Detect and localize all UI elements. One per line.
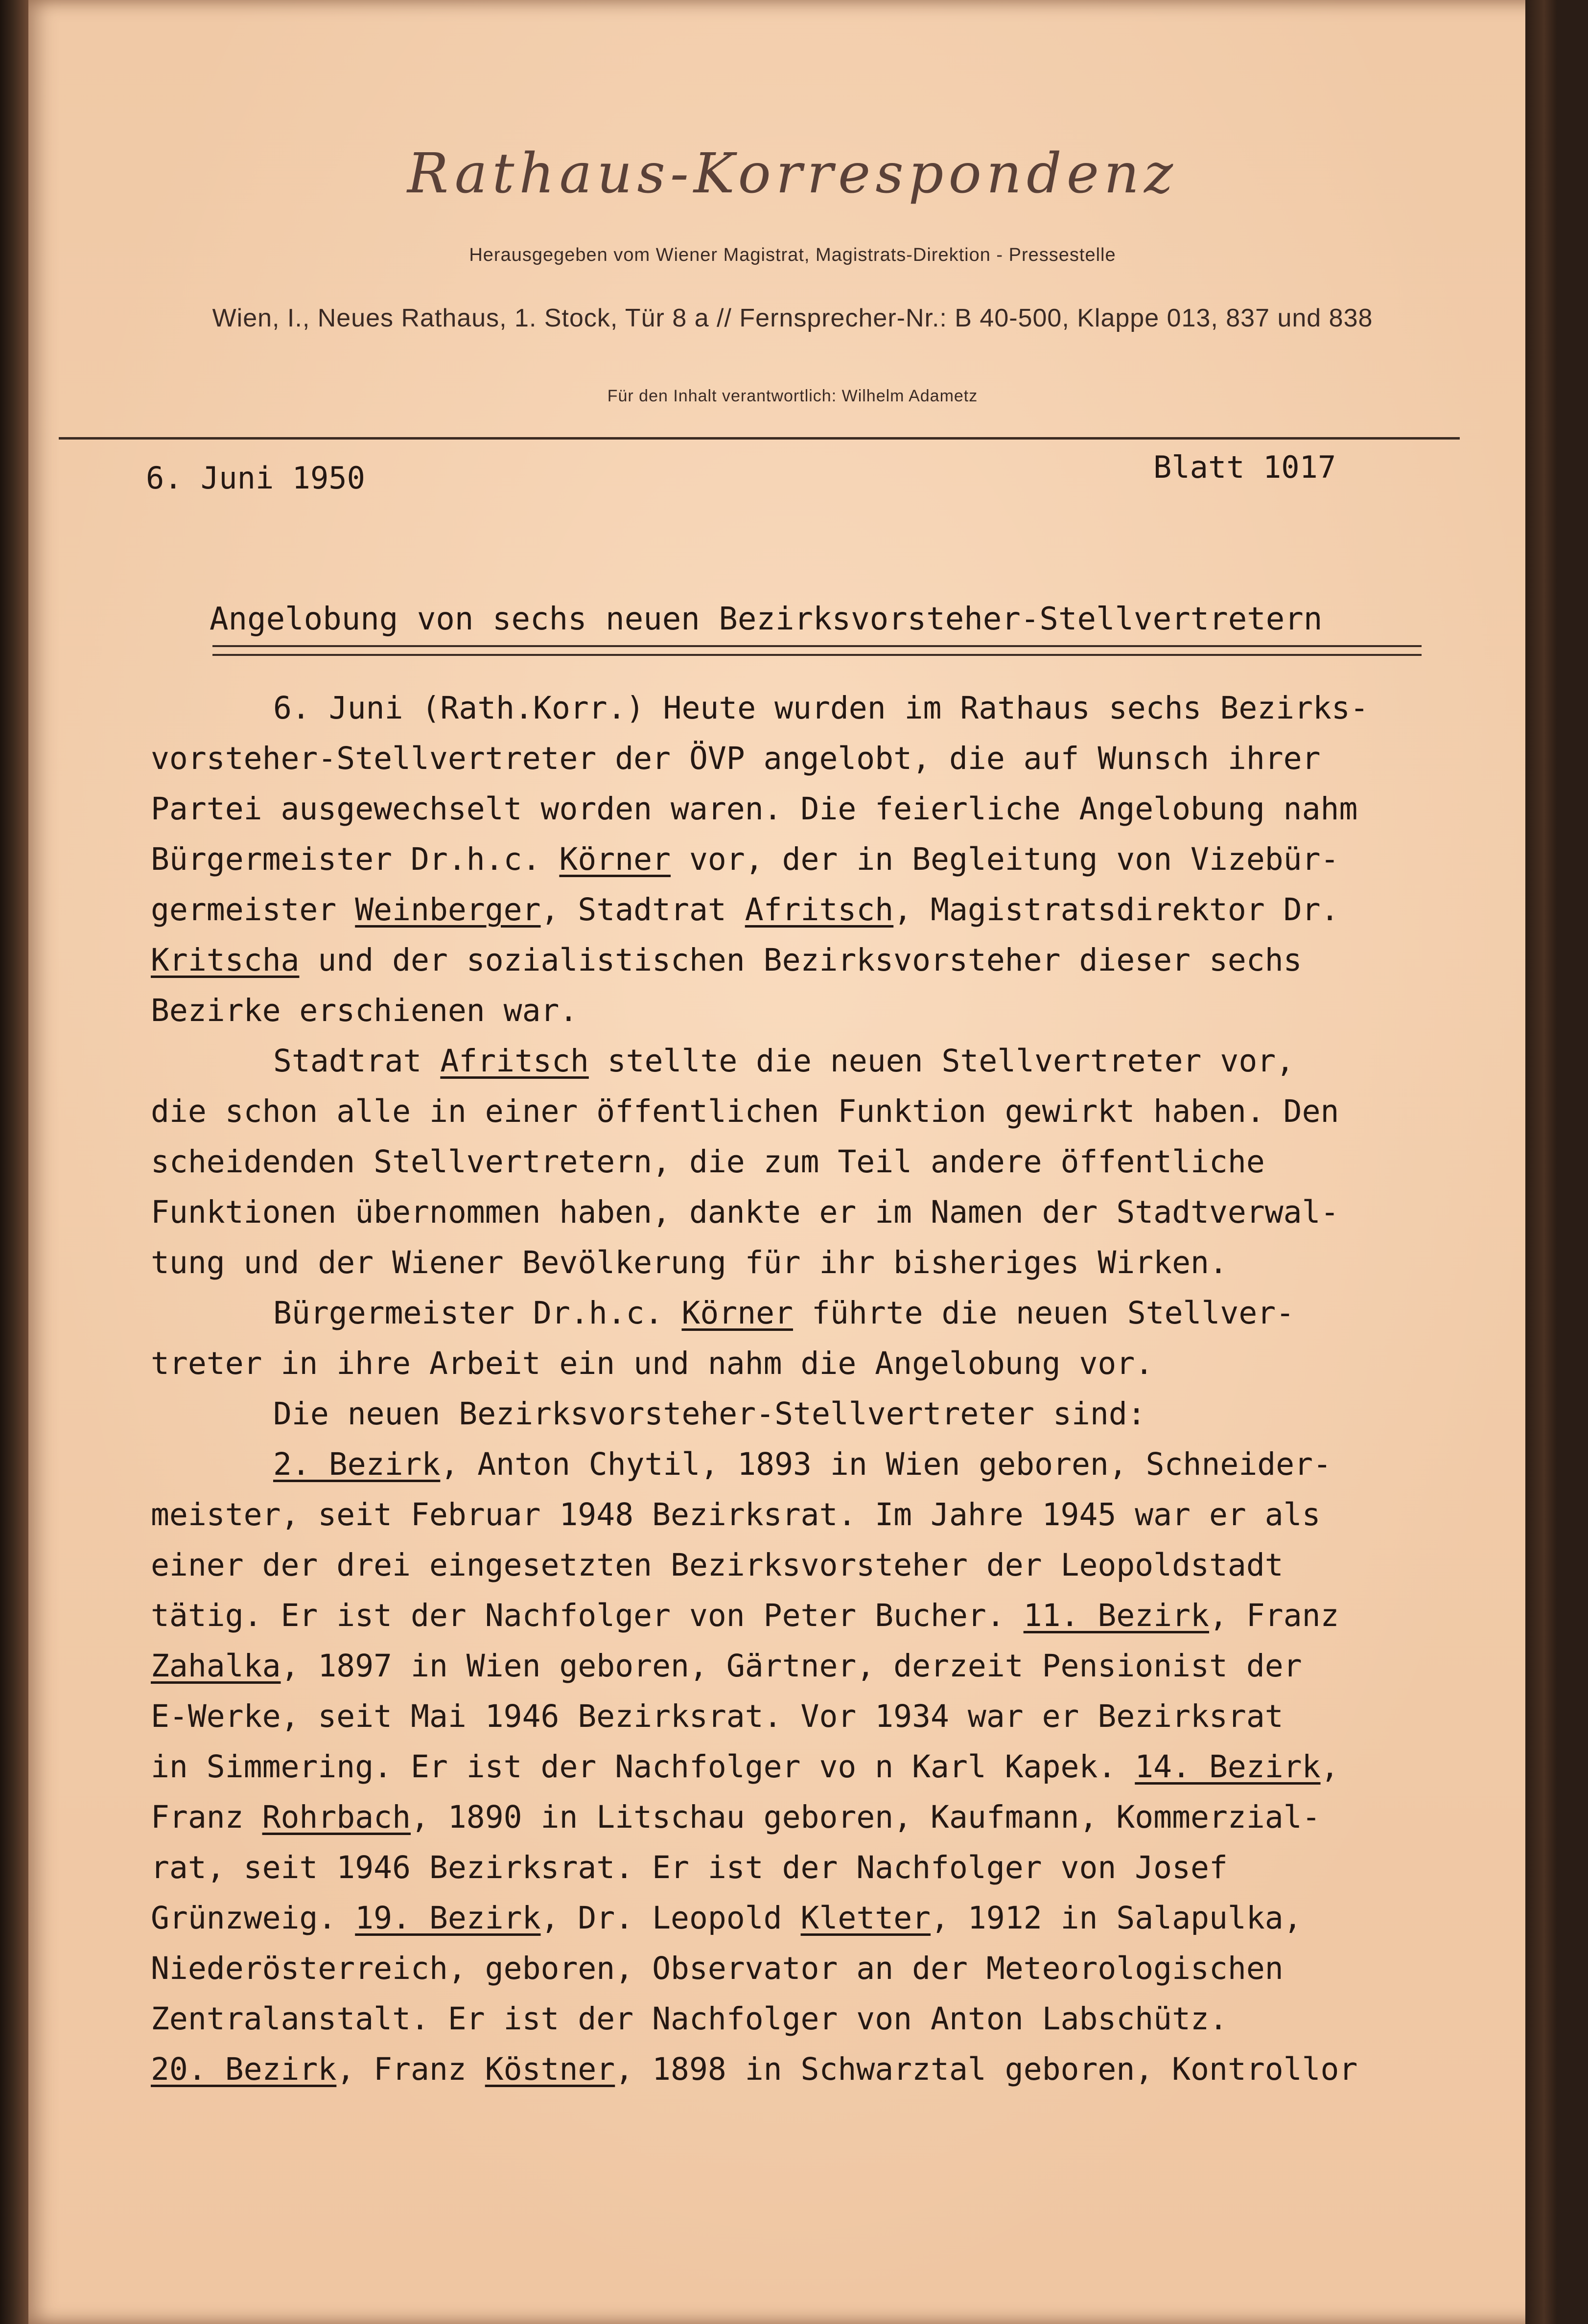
- article-line: [151, 1288, 1502, 1338]
- line-text: germeister: [151, 892, 355, 928]
- article-line: [151, 1943, 1502, 1994]
- line-text: Partei ausgewechselt worden waren. Die feierliche Angelobung nahm: [151, 791, 1358, 827]
- line-text: vor, der in Begleitung von Vizebür-: [671, 841, 1339, 877]
- line-text: , Anton Chytil, 1893 in Wien geboren, Schneider-: [440, 1446, 1331, 1482]
- article-line: [151, 733, 1502, 784]
- line-text: Grünzweig.: [151, 1900, 355, 1936]
- line-text: die schon alle in einer öffentlichen Funktion gewirkt haben. Den: [151, 1093, 1339, 1129]
- article-line: [151, 1237, 1502, 1288]
- line-text: meister, seit Februar 1948 Bezirksrat. Im Jahre 1945 war er als: [151, 1497, 1321, 1533]
- underlined-name: 2. Bezirk: [273, 1446, 441, 1482]
- line-text: E-Werke, seit Mai 1946 Bezirksrat. Vor 1934 war er Bezirksrat: [151, 1698, 1284, 1734]
- article-line: [151, 1590, 1502, 1641]
- line-text: Franz: [151, 1799, 262, 1835]
- line-text: in Simmering. Er ist der Nachfolger vo n Karl Kapek.: [151, 1749, 1135, 1785]
- article-line: [151, 1842, 1502, 1893]
- article-line: [151, 1489, 1502, 1540]
- article-line: [151, 1540, 1502, 1590]
- masthead-title: Rathaus-Korrespondenz: [407, 142, 1178, 206]
- line-text: scheidenden Stellvertretern, die zum Teil andere öffentliche: [151, 1144, 1265, 1180]
- article-line: [151, 1036, 1502, 1086]
- line-text: , Franz: [336, 2051, 485, 2087]
- article-line: [151, 1086, 1502, 1137]
- document-page: [28, 0, 1557, 2324]
- line-text: 6. Juni (Rath.Korr.) Heute wurden im Rathaus sechs Bezirks-: [273, 690, 1369, 726]
- line-text: , 1897 in Wien geboren, Gärtner, derzeit Pensionist der: [280, 1648, 1302, 1684]
- underlined-name: Kritscha: [151, 942, 300, 978]
- article-line: [151, 1389, 1502, 1439]
- underlined-name: Kletter: [800, 1900, 931, 1936]
- article-line: [151, 1641, 1502, 1691]
- article-line: [151, 1137, 1502, 1187]
- line-text: vorsteher-Stellvertreter der ÖVP angelobt, die auf Wunsch ihrer: [151, 741, 1321, 776]
- underlined-name: Körner: [681, 1295, 794, 1331]
- underlined-name: Körner: [559, 841, 671, 877]
- underlined-name: Rohrbach: [262, 1799, 411, 1835]
- line-text: Bürgermeister Dr.h.c.: [273, 1295, 682, 1331]
- line-text: Stadtrat: [273, 1043, 441, 1079]
- line-text: tätig. Er ist der Nachfolger von Peter Bucher.: [151, 1598, 1024, 1633]
- line-text: tung und der Wiener Bevölkerung für ihr bisheriges Wirken.: [151, 1245, 1228, 1280]
- line-text: rat, seit 1946 Bezirksrat. Er ist der Nachfolger von Josef: [151, 1850, 1228, 1885]
- header-divider: [59, 437, 1460, 440]
- underlined-name: Köstner: [485, 2051, 615, 2087]
- line-text: , 1890 in Litschau geboren, Kaufmann, Kommerzial-: [411, 1799, 1321, 1835]
- article-line: [151, 683, 1502, 733]
- line-text: ,: [1320, 1749, 1339, 1785]
- line-text: einer der drei eingesetzten Bezirksvorsteher der Leopoldstadt: [151, 1547, 1284, 1583]
- masthead-address: Wien, I., Neues Rathaus, 1. Stock, Tür 8 a // Fernsprecher-Nr.: B 40-500, Klappe 013, 837 und 838: [212, 304, 1373, 332]
- masthead-responsible: Für den Inhalt verantwortlich: Wilhelm Adametz: [607, 387, 978, 405]
- page-edge: [1525, 0, 1557, 2324]
- underlined-name: Afritsch: [440, 1043, 589, 1079]
- masthead-publisher: Herausgegeben vom Wiener Magistrat, Magistrats-Direktion - Pressestelle: [469, 245, 1116, 265]
- article-line: [151, 834, 1502, 884]
- article-line: [151, 1893, 1502, 1943]
- article-line: [151, 2044, 1502, 2094]
- line-text: Bürgermeister Dr.h.c.: [151, 841, 560, 877]
- line-text: , 1912 in Salapulka,: [931, 1900, 1302, 1936]
- line-text: und der sozialistischen Bezirksvorsteher dieser sechs: [299, 942, 1302, 978]
- underlined-name: Afritsch: [745, 892, 894, 928]
- article-line: [151, 985, 1502, 1036]
- article-line: [151, 784, 1502, 834]
- line-text: , Dr. Leopold: [540, 1900, 801, 1936]
- article-line: [151, 1994, 1502, 2044]
- line-text: Zentralanstalt. Er ist der Nachfolger von Anton Labschütz.: [151, 2001, 1228, 2037]
- article-line: [151, 1792, 1502, 1842]
- sheet-number: Blatt 1017: [1153, 449, 1336, 485]
- article-heading: Angelobung von sechs neuen Bezirksvorsteher-Stellvertretern: [210, 601, 1323, 637]
- underlined-name: Weinberger: [355, 892, 541, 928]
- article-line: [151, 1691, 1502, 1742]
- book-binding: [0, 0, 28, 2324]
- article-line: [151, 1742, 1502, 1792]
- line-text: , Magistratsdirektor Dr.: [893, 892, 1339, 928]
- line-text: , 1898 in Schwarztal geboren, Kontrollor: [615, 2051, 1358, 2087]
- article-line: [151, 1439, 1502, 1489]
- line-text: , Stadtrat: [540, 892, 745, 928]
- article-body: [151, 683, 1502, 2094]
- line-text: Die neuen Bezirksvorsteher-Stellvertreter sind:: [273, 1396, 1146, 1432]
- line-text: führte die neuen Stellver-: [793, 1295, 1295, 1331]
- underlined-name: 20. Bezirk: [151, 2051, 337, 2087]
- underlined-name: 11. Bezirk: [1023, 1598, 1209, 1633]
- line-text: , Franz: [1209, 1598, 1339, 1633]
- article-line: [151, 935, 1502, 985]
- issue-date: 6. Juni 1950: [146, 460, 365, 496]
- article-line: [151, 884, 1502, 935]
- line-text: Funktionen übernommen haben, dankte er im Namen der Stadtverwal-: [151, 1194, 1339, 1230]
- article-line: [151, 1338, 1502, 1389]
- underlined-name: 19. Bezirk: [355, 1900, 541, 1936]
- line-text: Bezirke erschienen war.: [151, 993, 578, 1028]
- article-line: [151, 1187, 1502, 1237]
- line-text: treter in ihre Arbeit ein und nahm die Angelobung vor.: [151, 1346, 1154, 1381]
- underlined-name: 14. Bezirk: [1135, 1749, 1321, 1785]
- heading-double-underline: [212, 645, 1422, 656]
- line-text: stellte die neuen Stellvertreter vor,: [588, 1043, 1295, 1079]
- underlined-name: Zahalka: [151, 1648, 281, 1684]
- line-text: Niederösterreich, geboren, Observator an der Meteorologischen: [151, 1951, 1284, 1986]
